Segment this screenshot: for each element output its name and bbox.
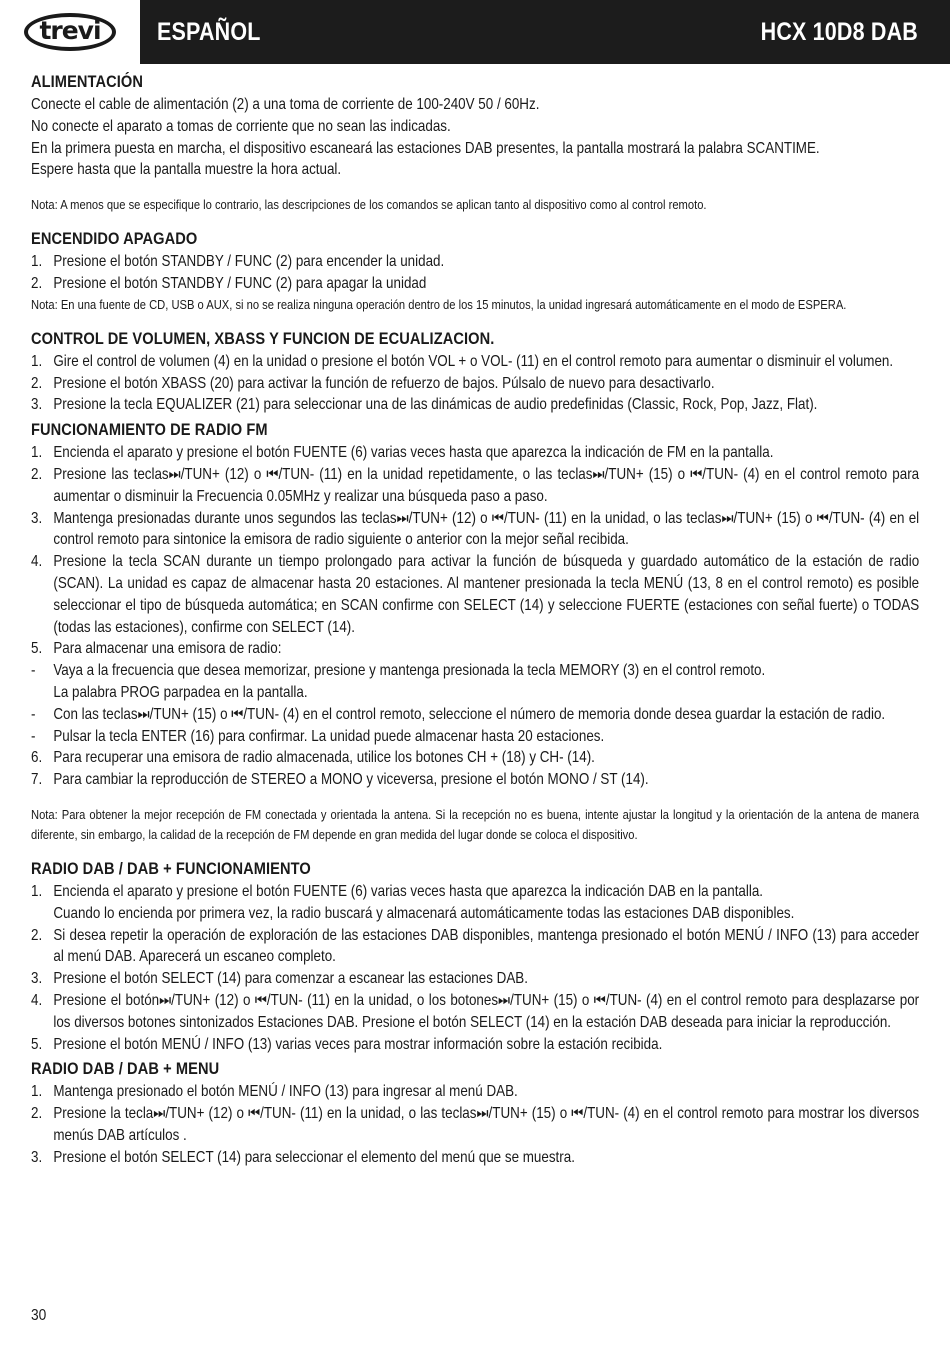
item-text: Mantenga presionado el botón MENÚ / INFO (13) para ingresar al menú DAB.	[53, 1083, 518, 1101]
spacer	[31, 791, 919, 805]
list-volumen	[31, 351, 919, 416]
list-item	[31, 1147, 919, 1169]
list-item	[31, 990, 919, 1034]
section-title-radio-fm: FUNCIONAMIENTO DE RADIO FM	[31, 420, 268, 440]
list-item	[31, 682, 919, 704]
section-title-dab-func: RADIO DAB / DAB + FUNCIONAMIENTO	[31, 858, 311, 878]
page-number-text: 30	[31, 1307, 47, 1324]
spacer	[31, 315, 919, 325]
header-bar	[140, 0, 950, 64]
note-encendido: Nota: En una fuente de CD, USB o AUX, si no se realiza ninguna operación dentro de los 15 minutos, la unidad ingresará automáticamente en el modo de ESPERA.	[31, 296, 847, 312]
item-text: Encienda el aparato y presione el botón FUENTE (6) varias veces hasta que aparezca la indicación DAB en la pantalla.	[53, 882, 764, 900]
item-text: Encienda el aparato y presione el botón FUENTE (6) varias veces hasta que aparezca la indicación de FM en la pantalla.	[53, 444, 774, 462]
item-text: Con las teclas⏭/TUN+ (15) o ⏮/TUN- (4) en el control remoto, seleccione el número de memoria donde desea guardar la estación de radio.	[53, 705, 886, 723]
item-number: 3.	[31, 396, 43, 414]
paragraph-line: Espere hasta que la pantalla muestre la hora actual.	[31, 161, 342, 179]
item-number: 1.	[31, 882, 43, 900]
item-text: Presione la tecla⏭/TUN+ (12) o ⏮/TUN- (11) en la unidad, o las teclas⏭/TUN+ (15) o ⏮/TUN- (4) en el control remoto para mostrar los diversos menús DAB artículos .	[53, 1105, 920, 1144]
list-item	[31, 442, 919, 464]
item-number: 6.	[31, 749, 43, 767]
list-item	[31, 251, 919, 273]
list-item	[31, 925, 919, 969]
brand-logo	[0, 0, 140, 64]
item-text: Presione el botón SELECT (14) para seleccionar el elemento del menú que se muestra.	[53, 1148, 575, 1166]
list-item	[31, 1034, 919, 1056]
list-item	[31, 373, 919, 395]
item-number: 2.	[31, 1105, 43, 1123]
item-number: 5.	[31, 1035, 43, 1053]
list-item	[31, 351, 919, 373]
item-text: Gire el control de volumen (4) en la unidad o presione el botón VOL + o VOL- (11) en el control remoto para aumentar o disminuir el volumen.	[53, 352, 894, 370]
list-encendido	[31, 251, 919, 295]
item-number: 2.	[31, 926, 43, 944]
item-text: Cuando lo encienda por primera vez, la radio buscará y almacenará automáticamente todas las estaciones DAB disponibles.	[53, 904, 795, 922]
item-text: Presione el botón SELECT (14) para comenzar a escanear las estaciones DAB.	[53, 970, 528, 988]
list-item	[31, 1103, 919, 1147]
item-number: -	[31, 727, 36, 745]
item-number: 1.	[31, 253, 43, 271]
item-number: 4.	[31, 553, 43, 571]
item-text: Si desea repetir la operación de exploración de las estaciones DAB disponibles, mantenga presionado el botón MENÚ / INFO (13) para acceder al menú DAB. Aparecerá un escaneo completo.	[53, 926, 920, 966]
page-header	[0, 0, 950, 64]
item-number: 2.	[31, 274, 43, 292]
list-item	[31, 968, 919, 990]
list-item	[31, 508, 919, 552]
section-title-dab-menu: RADIO DAB / DAB + MENU	[31, 1059, 220, 1079]
item-number: 2.	[31, 465, 43, 483]
item-number: 1.	[31, 352, 43, 370]
item-text: Vaya a la frecuencia que desea memorizar, presione y mantenga presionada la tecla MEMORY (3) en el control remoto.	[53, 662, 766, 680]
item-number: 2.	[31, 374, 43, 392]
item-text: Para cambiar la reproducción de STEREO a MONO y viceversa, presione el botón MONO / ST (14).	[53, 771, 649, 789]
list-dab-func	[31, 881, 919, 1055]
paragraph-line: No conecte el aparato a tomas de corriente que no sean las indicadas.	[31, 117, 451, 135]
item-text: Presione el botón XBASS (20) para activar la función de refuerzo de bajos. Púlsalo de nuevo para desactivarlo.	[53, 374, 715, 392]
item-text: Presione el botón⏭/TUN+ (12) o ⏮/TUN- (11) en la unidad, o los botones⏭/TUN+ (15) o ⏮/TUN- (4) en el control remoto para desplazarse por los diversos botones sintonizados Estaciones DAB. Presione el botón SELECT (14) en la estación DAB deseada para iniciar la reproducción.	[53, 991, 920, 1031]
list-item	[31, 726, 919, 748]
item-number: 1.	[31, 444, 43, 462]
list-radio-fm	[31, 442, 919, 791]
item-number: 3.	[31, 970, 43, 988]
item-text: Pulsar la tecla ENTER (16) para confirmar. La unidad puede almacenar hasta 20 estaciones.	[53, 727, 605, 745]
content-inner	[31, 68, 919, 1168]
manual-content	[31, 68, 919, 1168]
item-text: Presione el botón STANDBY / FUNC (2) para encender la unidad.	[53, 253, 445, 271]
item-number: 3.	[31, 509, 43, 527]
item-text: Para almacenar una emisora de radio:	[53, 640, 282, 658]
list-item	[31, 881, 919, 903]
model-name: HCX 10D8 DAB	[760, 17, 918, 46]
paragraph-line: En la primera puesta en marcha, el dispositivo escaneará las estaciones DAB presentes, la pantalla mostrará la palabra SCANTIME.	[31, 139, 820, 157]
list-item	[31, 273, 919, 295]
spacer	[31, 181, 919, 195]
language-label: ESPAÑOL	[157, 17, 261, 46]
item-text: Para recuperar una emisora de radio almacenada, utilice los botones CH + (18) y CH- (14).	[53, 749, 595, 767]
item-number: -	[31, 705, 36, 723]
section-title-alimentacion: ALIMENTACIÓN	[31, 72, 144, 91]
list-item	[31, 903, 919, 925]
list-item	[31, 551, 919, 638]
note-radio-fm: Nota: Para obtener la mejor recepción de FM conectada y orientada la antena. Si la recepción no es buena, intente ajustar la longitud y la orientación de la antena de manera diferente, sin embargo, la calidad de la recepción de FM depende en gran medida del lugar donde se coloca el dispositivo.	[31, 806, 920, 842]
list-item	[31, 704, 919, 726]
page-number	[31, 1307, 49, 1325]
item-number: -	[31, 662, 36, 680]
item-text: Presione las teclas⏭/TUN+ (12) o ⏮/TUN- (11) en la unidad repetidamente, o las teclas⏭/TUN+ (15) o ⏮/TUN- (4) en el control remoto para aumentar o disminuir la Frecuencia 0.05MHz y realizar una búsqueda paso a paso.	[53, 465, 920, 505]
item-number: 5.	[31, 640, 43, 658]
paragraph-line: Conecte el cable de alimentación (2) a una toma de corriente de 100-240V 50 / 60Hz.	[31, 96, 540, 113]
trevi-logo-text: trevi	[24, 13, 116, 51]
list-item	[31, 769, 919, 791]
section-title-volumen: CONTROL DE VOLUMEN, XBASS Y FUNCION DE ECUALIZACION.	[31, 328, 495, 348]
section-title-encendido: ENCENDIDO APAGADO	[31, 229, 198, 249]
list-item	[31, 660, 919, 682]
item-number: 1.	[31, 1083, 43, 1101]
spacer	[31, 215, 919, 225]
item-text: Presione la tecla SCAN durante un tiempo prolongado para activar la función de búsqueda y guardado automático de la estación de radio (SCAN). La unidad es capaz de almacenar hasta 20 estaciones. Al mantener presionada la tecla MENÚ (13, 8 en el control remoto) es posible seleccionar el tipo de búsqueda automática; en SCAN confirme con SELECT (14) y seleccione FUERTE (estaciones con señal fuerte) o TODAS (todas las estaciones), confirme con SELECT (14).	[53, 553, 920, 636]
item-text: Presione el botón STANDBY / FUNC (2) para apagar la unidad	[53, 274, 427, 292]
note-alimentacion: Nota: A menos que se especifique lo contrario, las descripciones de los comandos se aplican tanto al dispositivo como al control remoto.	[31, 197, 707, 213]
item-number: 4.	[31, 991, 43, 1009]
list-item	[31, 638, 919, 660]
item-text: Mantenga presionadas durante unos segundos las teclas⏭/TUN+ (12) o ⏮/TUN- (11) en la unidad, o las teclas⏭/TUN+ (15) o ⏮/TUN- (4) en el control remoto para sintonice la emisora de radio siguiente o anterior con la mejor señal recibida.	[53, 509, 920, 549]
item-text: La palabra PROG parpadea en la pantalla.	[53, 683, 308, 701]
list-item	[31, 394, 919, 416]
item-text: Presione el botón MENÚ / INFO (13) varias veces para mostrar información sobre la estación recibida.	[53, 1035, 663, 1053]
item-number: 7.	[31, 771, 43, 789]
spacer	[31, 845, 919, 855]
item-text: Presione la tecla EQUALIZER (21) para seleccionar una de las dinámicas de audio predefinidas (Classic, Rock, Pop, Jazz, Flat).	[53, 396, 818, 414]
list-item	[31, 1081, 919, 1103]
list-dab-menu	[31, 1081, 919, 1168]
list-item	[31, 464, 919, 508]
item-number: 3.	[31, 1148, 43, 1166]
list-item	[31, 747, 919, 769]
